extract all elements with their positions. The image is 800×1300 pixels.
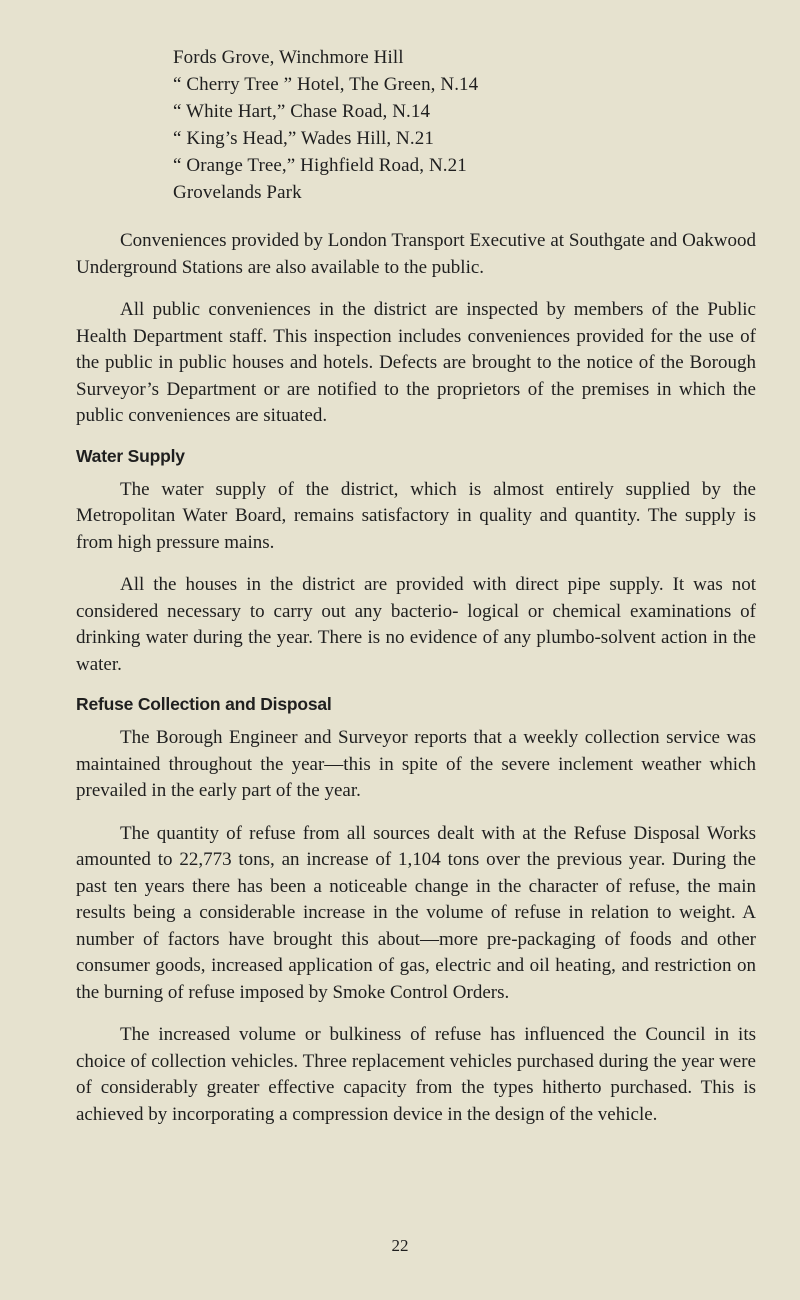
paragraph: The quantity of refuse from all sources dealt with at the Refuse Disposal Works amounted to 22,773 tons, an increase of 1,104 tons over the previous year. During the past ten years there has been a noticeable change in the character of refuse, the main results being a considerable increase in the volume of refuse in relation to weight. A number of factors have brought this about—more pre-packaging of foods and other consumer goods, increased application of gas, electric and oil heating, and restriction on the burning of refuse imposed by Smoke Control Orders. [76, 822, 756, 1003]
list-item: “ Orange Tree,” Highfield Road, N.21 [173, 155, 467, 176]
list-item: Fords Grove, Winchmore Hill [173, 47, 404, 68]
paragraph: All the houses in the district are provided with direct pipe supply. It was not considered necessary to carry out any bacterio- logical or chemical examinations of drinking water during the year. There is no evidence of any plumbo-solvent action in the water. [76, 574, 756, 675]
paragraph: All public conveniences in the district are inspected by members of the Public Health Department staff. This inspection includes conveniences provided for the use of the public in public houses and hotels. Defects are brought to the notice of the Borough Surveyor’s Department or are notified to the proprietors of the premises in which the public conveniences are situated. [76, 299, 756, 426]
list-item: “ White Hart,” Chase Road, N.14 [173, 101, 431, 122]
list-item: “ Cherry Tree ” Hotel, The Green, N.14 [173, 74, 479, 95]
list-item: “ King’s Head,” Wades Hill, N.21 [173, 128, 434, 149]
paragraph: The increased volume or bulkiness of refuse has influenced the Council in its choice of collection vehicles. Three replacement vehicles purchased during the year were of considerably greater effective capacity from the types hitherto purchased. This is achieved by incorporating a compression device in the design of the vehicle. [76, 1024, 756, 1125]
paragraph: The Borough Engineer and Surveyor reports that a weekly collection service was maintained throughout the year—this in spite of the severe inclement weather which prevailed in the early part of the year. [76, 727, 756, 801]
convenience-locations-list [173, 44, 478, 206]
page-number: 22 [391, 1236, 409, 1255]
water-supply-heading: Water Supply [76, 445, 185, 466]
paragraph: Conveniences provided by London Transport Executive at Southgate and Oakwood Underground Stations are also available to the public. [76, 230, 756, 278]
refuse-heading: Refuse Collection and Disposal [76, 694, 332, 714]
list-item: Grovelands Park [173, 182, 302, 203]
paragraph: The water supply of the district, which is almost entirely supplied by the Metropolitan Water Board, remains satisfactory in quality and quantity. The supply is from high pressure mains. [76, 478, 756, 553]
body-text [76, 228, 756, 1144]
